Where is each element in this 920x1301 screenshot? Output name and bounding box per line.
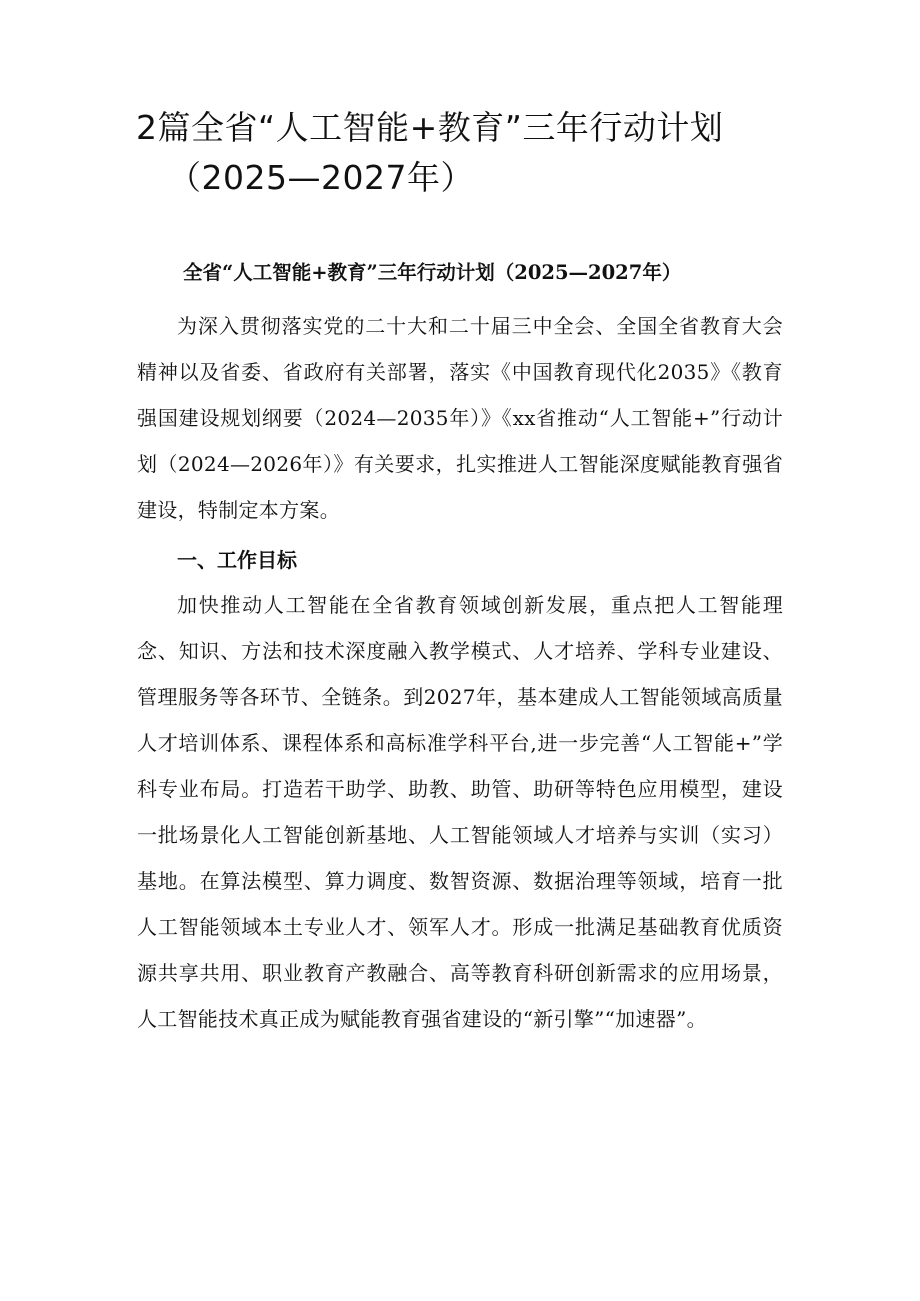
work-goals-paragraph: 加快推动人工智能在全省教育领域创新发展，重点把人工智能理念、知识、方法和技术深度融入教学模式、人才培养、学科专业建设、管理服务等各环节、全链条。到2027年，基本建成人工智能领域高质量人才培训体系、课程体系和高标准学科平台,进一步完善“人工智能+”学科专业布局。打造若干助学、助教、助管、助研等特色应用模型，建设一批场景化人工智能创新基地、人工智能领域人才培养与实训（实习）基地。在算法模型、算力调度、数智资源、数据治理等领域，培育一批人工智能领域本土专业人才、领军人才。形成一批满足基础教育优质资源共享共用、职业教育产教融合、高等教育科研创新需求的应用场景，人工智能技术真正成为赋能教育强省建设的“新引擎”“加速器”。 [137, 593, 783, 1031]
document-title: 2篇全省“人工智能+教育”三年行动计划 [136, 108, 724, 147]
intro-paragraph: 为深入贯彻落实党的二十大和二十届三中全会、全国全省教育大会精神以及省委、省政府有关部署，落实《中国教育现代化2035》《教育强国建设规划纲要（2024—2035年）》《xx省推动“人工智能+”行动计划（2024—2026年）》有关要求，扎实推进人工智能深度赋能教育强省建设，特制定本方案。 [137, 314, 783, 522]
document-subtitle: 全省“人工智能+教育”三年行动计划（2025—2027年） [183, 261, 682, 284]
section-heading-work-goals: 一、工作目标 [177, 548, 297, 572]
document-title-years: （2025—2027年） [168, 158, 474, 197]
